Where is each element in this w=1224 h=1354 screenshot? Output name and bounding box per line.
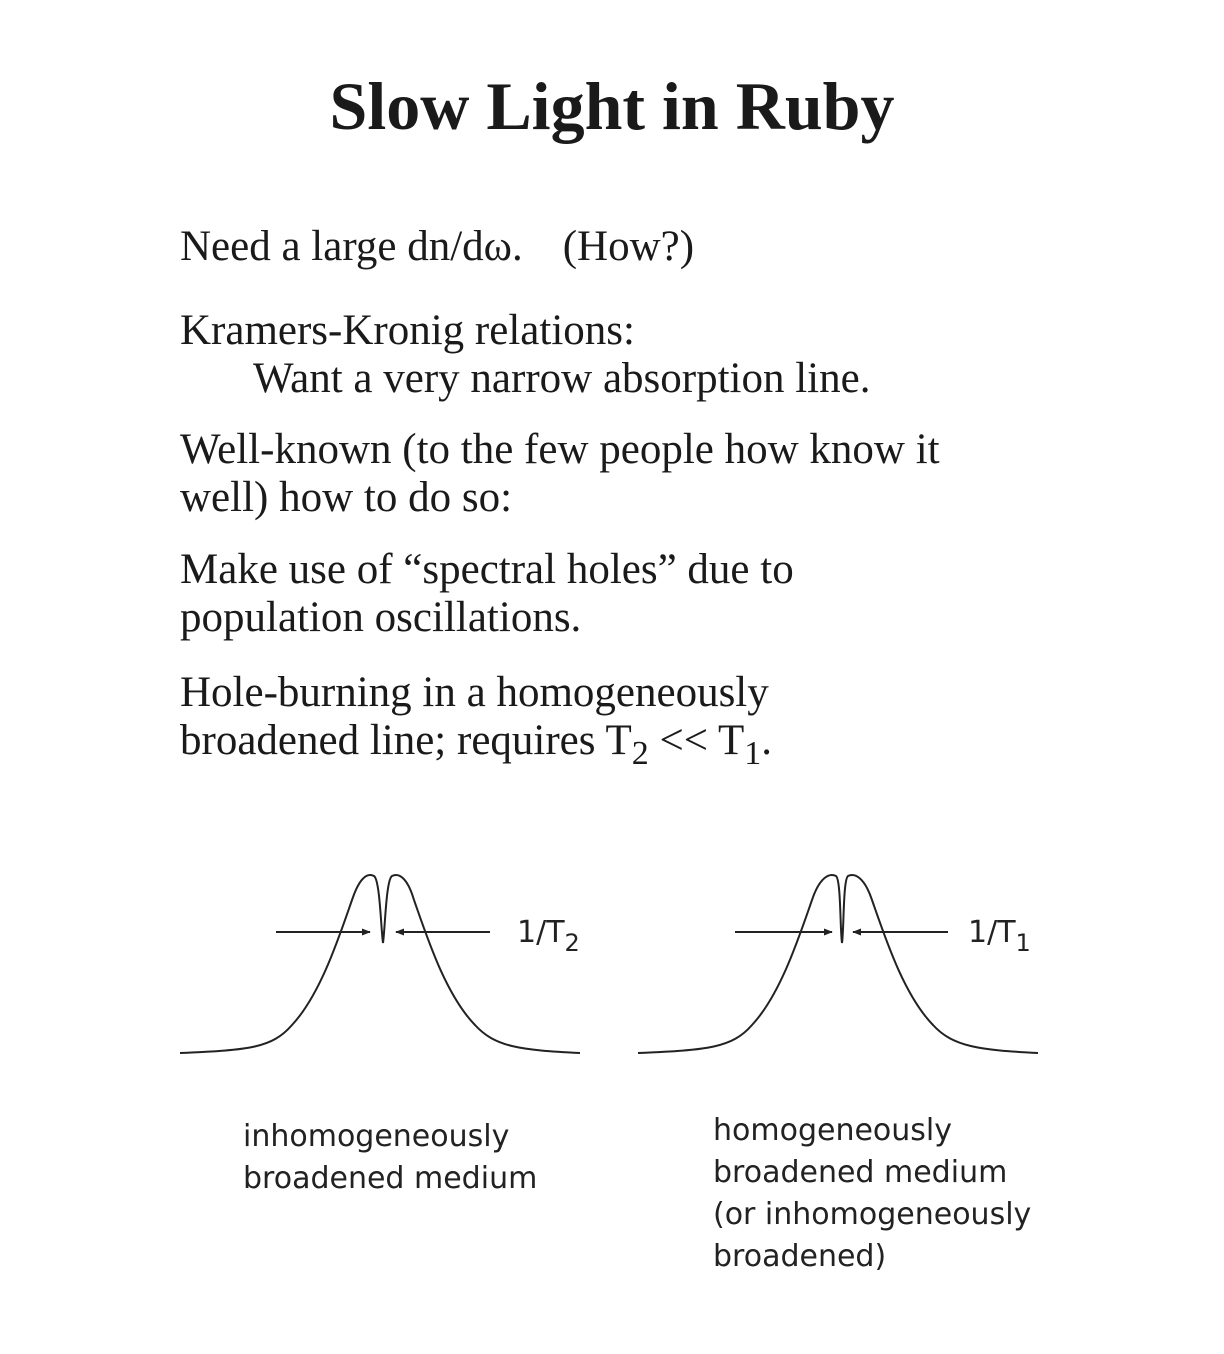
right-caption-line-1: homogeneously — [713, 1113, 953, 1148]
left-caption — [243, 1116, 537, 1200]
right-caption-line-3: (or inhomogeneously — [713, 1197, 1032, 1232]
left-label-base: 1/T — [517, 915, 565, 950]
left-label-sub: 2 — [564, 929, 580, 957]
need-aside: (How?) — [562, 223, 695, 270]
right-caption — [713, 1110, 1031, 1278]
hole-line-1: Hole-burning in a homogeneously — [180, 669, 769, 716]
left-width-label — [517, 915, 580, 957]
subscript-2: 2 — [631, 735, 649, 772]
right-diagram — [638, 875, 1038, 1053]
right-label-base: 1/T — [968, 915, 1016, 950]
well-known-line-2: well) how to do so: — [180, 474, 513, 521]
right-label-sub: 1 — [1015, 929, 1031, 957]
hole-mid: << T — [648, 717, 745, 764]
left-caption-line-1: inhomogeneously — [243, 1119, 510, 1154]
subscript-1: 1 — [744, 735, 762, 772]
spectral-line-2: population oscillations. — [180, 594, 582, 641]
need-text: Need a large dn/dω. — [180, 223, 523, 270]
hole-suffix: . — [761, 717, 772, 764]
kk-line-2: Want a very narrow absorption line. — [253, 355, 871, 402]
right-caption-line-4: broadened) — [713, 1239, 887, 1274]
right-caption-line-2: broadened medium — [713, 1155, 1008, 1190]
well-known-line-1: Well-known (to the few people how know it — [180, 426, 940, 473]
left-absorption-curve — [180, 875, 580, 1053]
left-diagram — [180, 875, 580, 1053]
right-width-label — [968, 915, 1031, 957]
kk-line-1: Kramers-Kronig relations: — [180, 307, 635, 354]
spectral-line-1: Make use of “spectral holes” due to — [180, 546, 794, 593]
hole-prefix: broadened line; requires T — [180, 717, 632, 764]
slide-title: Slow Light in Ruby — [329, 68, 895, 144]
left-caption-line-2: broadened medium — [243, 1161, 538, 1196]
right-absorption-curve — [638, 875, 1038, 1053]
